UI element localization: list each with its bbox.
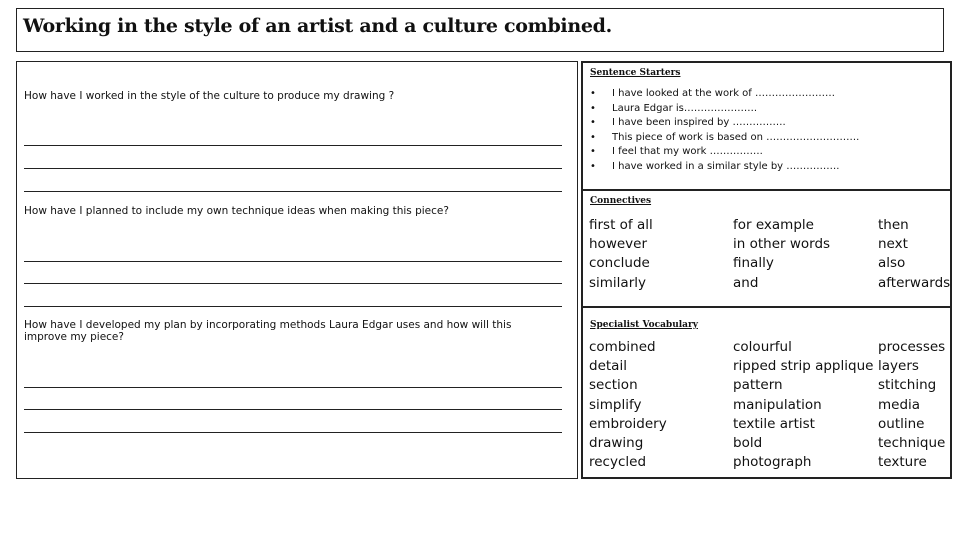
sentence-starter-text: I have worked in a similar style by ……………. [612,160,840,172]
connective-word: similarly [589,274,646,291]
vocabulary-word: photograph [733,454,812,471]
answer-line[interactable] [24,409,562,410]
connective-word: in other words [733,236,831,253]
connective-word: next [878,236,908,253]
answer-line[interactable] [24,168,562,169]
connective-word: afterwards [878,274,951,291]
answer-line[interactable] [24,306,562,307]
vocabulary-word: embroidery [589,415,667,432]
vocabulary-grid [589,339,944,473]
bullet-icon: • [590,102,596,114]
vocabulary-word: outline [878,415,925,432]
connective-word: and [733,274,759,291]
vocabulary-word: section [589,377,638,394]
bullet-icon: • [590,131,596,143]
vocabulary-word: layers [878,358,919,375]
vocabulary-word: bold [733,434,763,451]
answer-line[interactable] [24,145,562,146]
question-3: How have I developed my plan by incorporating methods Laura Edgar uses and how will this improve my piece? [24,319,512,343]
sentence-starter-item [589,103,859,118]
questions-panel [16,61,578,479]
answer-line[interactable] [24,191,562,192]
connective-word: finally [733,255,774,272]
vocabulary-word: media [878,396,921,413]
vocabulary-word: texture [878,454,927,471]
vocabulary-heading: Specialist Vocabulary [590,320,698,330]
sentence-starter-item [589,161,859,176]
vocabulary-word: recycled [589,454,647,471]
connective-word: also [878,255,906,272]
vocabulary-word: pattern [733,377,783,394]
connective-word: however [589,236,648,253]
vocabulary-word: ripped strip applique [733,358,874,375]
sentence-starter-text: This piece of work is based on ………………………. [612,131,860,143]
connective-word: first of all [589,217,653,233]
sentence-starter-text: I feel that my work ……………. [612,146,763,158]
connective-word: conclude [589,255,650,272]
vocabulary-word: technique [878,434,946,451]
question-1: How have I worked in the style of the culture to produce my drawing ? [24,90,395,102]
vocabulary-word: processes [878,339,946,355]
vocabulary-word: simplify [589,396,642,413]
answer-line[interactable] [24,432,562,433]
answer-line[interactable] [24,261,562,262]
connectives-grid [589,217,951,294]
answer-line[interactable] [24,387,562,388]
bullet-icon: • [590,117,596,129]
sentence-starter-text: Laura Edgar is…………………. [612,102,758,114]
sentence-starter-item [589,132,859,147]
sentence-starter-item [589,146,859,161]
vocabulary-word: textile artist [733,415,815,432]
sentence-starters-heading: Sentence Starters [590,68,681,78]
vocabulary-word: manipulation [733,396,822,413]
vocabulary-word: drawing [589,434,644,451]
connective-word: then [878,217,909,233]
sentence-starter-text: I have looked at the work of …………………… [612,88,835,99]
connectives-heading: Connectives [590,196,652,206]
sentence-starter-item [589,88,859,103]
connective-word: for example [733,217,814,233]
title-box [16,8,944,52]
sentence-starters-list [589,88,859,176]
vocabulary-word: combined [589,339,656,355]
sentence-starter-text: I have been inspired by ……………. [612,117,786,129]
vocabulary-panel [581,308,952,479]
sentence-starter-item [589,117,859,132]
vocabulary-word: detail [589,358,627,375]
connectives-panel [581,191,952,308]
bullet-icon: • [590,160,596,172]
sentence-starters-panel [581,61,952,191]
question-2: How have I planned to include my own technique ideas when making this piece? [24,205,449,217]
bullet-icon: • [590,146,596,158]
vocabulary-word: colourful [733,339,792,355]
answer-line[interactable] [24,283,562,284]
vocabulary-word: stitching [878,377,937,394]
bullet-icon: • [590,88,596,99]
page-title: Working in the style of an artist and a culture combined. [23,15,612,37]
